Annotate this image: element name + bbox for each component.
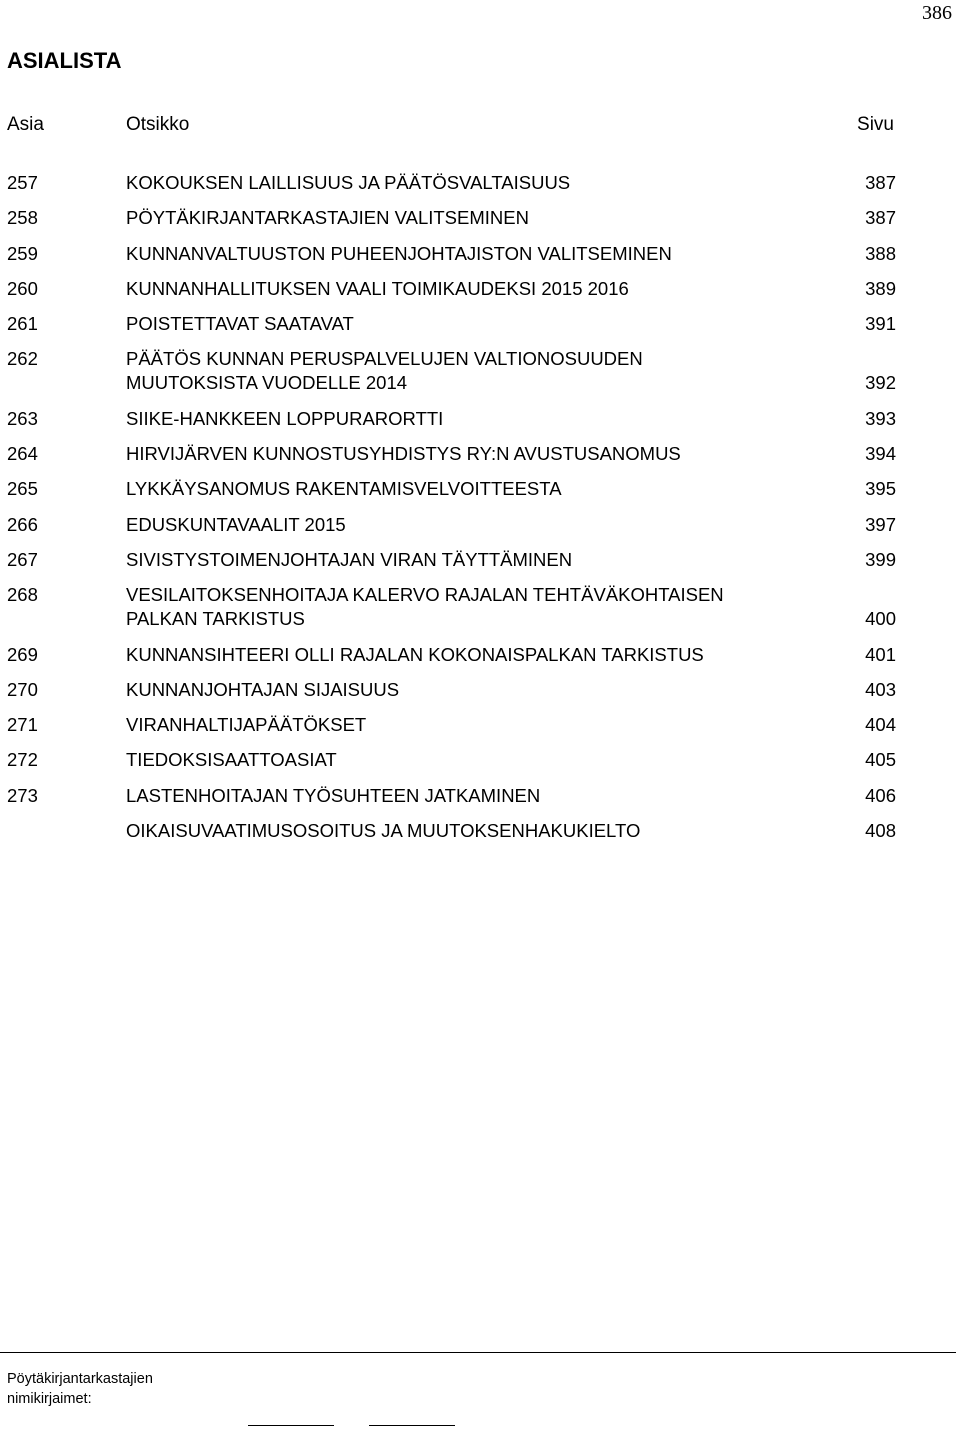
agenda-item-page: 404	[865, 714, 896, 736]
agenda-item	[0, 477, 960, 501]
agenda-item-title: PÖYTÄKIRJANTARKASTAJIEN VALITSEMINEN	[126, 207, 529, 229]
agenda-item-number: 262	[7, 348, 38, 370]
signature-label	[7, 1369, 153, 1409]
agenda-item-title: TIEDOKSISAATTOASIAT	[126, 749, 337, 771]
agenda-item-page: 393	[865, 407, 896, 429]
agenda-item	[0, 643, 960, 667]
agenda-item-page: 403	[865, 678, 896, 700]
agenda-item	[0, 347, 960, 395]
agenda-item	[0, 784, 960, 808]
agenda-item-title: OIKAISUVAATIMUSOSOITUS JA MUUTOKSENHAKUKIELTO	[126, 820, 641, 842]
agenda-item-page: 406	[865, 784, 896, 806]
agenda-item-title: KUNNANJOHTAJAN SIJAISUUS	[126, 678, 400, 700]
agenda-item	[0, 713, 960, 737]
agenda-item	[0, 312, 960, 336]
agenda-item-page: 405	[865, 749, 896, 771]
agenda-item-page: 389	[865, 277, 896, 299]
agenda-item-number: 259	[7, 242, 38, 264]
column-header-row	[0, 114, 960, 138]
agenda-item-number: 260	[7, 277, 38, 299]
agenda-item-title: KUNNANVALTUUSTON PUHEENJOHTAJISTON VALITSEMINEN	[126, 242, 672, 264]
agenda-item-number: 267	[7, 548, 38, 570]
agenda-item-number: 265	[7, 478, 38, 500]
signature-label-line1: Pöytäkirjantarkastajien	[7, 1371, 153, 1387]
agenda-item-number: 271	[7, 714, 38, 736]
agenda-item	[0, 678, 960, 702]
agenda-item-number: 264	[7, 443, 38, 465]
signature-label-line2: nimikirjaimet:	[7, 1391, 92, 1407]
agenda-item-number: 273	[7, 784, 38, 806]
agenda-item	[0, 548, 960, 572]
agenda-item	[0, 513, 960, 537]
agenda-item-number: 272	[7, 749, 38, 771]
page-title: ASIALISTA	[7, 48, 122, 73]
agenda-item	[0, 748, 960, 772]
agenda-item-page: 399	[865, 548, 896, 570]
agenda-item-page: 394	[865, 443, 896, 465]
agenda-item-title: EDUSKUNTAVAALIT 2015	[126, 513, 346, 535]
agenda-item-title: KUNNANSIHTEERI OLLI RAJALAN KOKONAISPALKAN TARKISTUS	[126, 643, 704, 665]
initials-line-2	[369, 1425, 455, 1426]
agenda-item	[0, 206, 960, 230]
agenda-item-number: 269	[7, 643, 38, 665]
agenda-item	[0, 442, 960, 466]
agenda-item-page: 388	[865, 242, 896, 264]
agenda-item-page: 391	[865, 313, 896, 335]
agenda-item-title: VIRANHALTIJAPÄÄTÖKSET	[126, 714, 367, 736]
agenda-item-page: 395	[865, 478, 896, 500]
agenda-item	[0, 242, 960, 266]
agenda-item-number: 257	[7, 172, 38, 193]
agenda-item-number: 261	[7, 313, 38, 335]
page-number: 386	[922, 2, 952, 24]
agenda-item-title: SIIKE-HANKKEEN LOPPURARORTTI	[126, 407, 444, 429]
footer-divider	[0, 1352, 956, 1353]
agenda-item-number: 268	[7, 584, 38, 606]
column-header-sivu: Sivu	[857, 114, 894, 135]
agenda-item-title: KOKOUKSEN LAILLISUUS JA PÄÄTÖSVALTAISUUS	[126, 172, 571, 193]
agenda-item-number: 266	[7, 513, 38, 535]
agenda-list	[0, 171, 960, 854]
agenda-item	[0, 407, 960, 431]
agenda-item-number: 258	[7, 207, 38, 229]
agenda-item-title: VESILAITOKSENHOITAJA KALERVO RAJALAN TEHTÄVÄKOHTAISEN PALKAN TARKISTUS	[126, 584, 724, 630]
agenda-item	[0, 583, 960, 631]
agenda-item-title: HIRVIJÄRVEN KUNNOSTUSYHDISTYS RY:N AVUSTUSANOMUS	[126, 443, 681, 465]
agenda-item-page: 387	[865, 172, 896, 193]
agenda-item-page: 397	[865, 513, 896, 535]
agenda-item	[0, 171, 960, 195]
agenda-item	[0, 819, 960, 843]
initials-line-1	[248, 1425, 334, 1426]
agenda-item-page: 387	[865, 207, 896, 229]
agenda-item-number: 270	[7, 678, 38, 700]
agenda-item-title: PÄÄTÖS KUNNAN PERUSPALVELUJEN VALTIONOSUUDEN MUUTOKSISTA VUODELLE 2014	[126, 348, 643, 394]
agenda-item-page: 408	[865, 820, 896, 842]
column-header-otsikko: Otsikko	[126, 114, 190, 135]
agenda-item-title: LYKKÄYSANOMUS RAKENTAMISVELVOITTEESTA	[126, 478, 562, 500]
agenda-item-page: 401	[865, 643, 896, 665]
agenda-item-title: KUNNANHALLITUKSEN VAALI TOIMIKAUDEKSI 2015 2016	[126, 277, 629, 299]
agenda-item	[0, 277, 960, 301]
agenda-item-title: SIVISTYSTOIMENJOHTAJAN VIRAN TÄYTTÄMINEN	[126, 548, 573, 570]
column-header-asia: Asia	[7, 114, 44, 135]
agenda-item-page: 400	[865, 608, 896, 630]
agenda-item-title: LASTENHOITAJAN TYÖSUHTEEN JATKAMINEN	[126, 784, 541, 806]
agenda-item-number: 263	[7, 407, 38, 429]
agenda-item-title: POISTETTAVAT SAATAVAT	[126, 313, 354, 335]
agenda-item-page: 392	[865, 372, 896, 394]
